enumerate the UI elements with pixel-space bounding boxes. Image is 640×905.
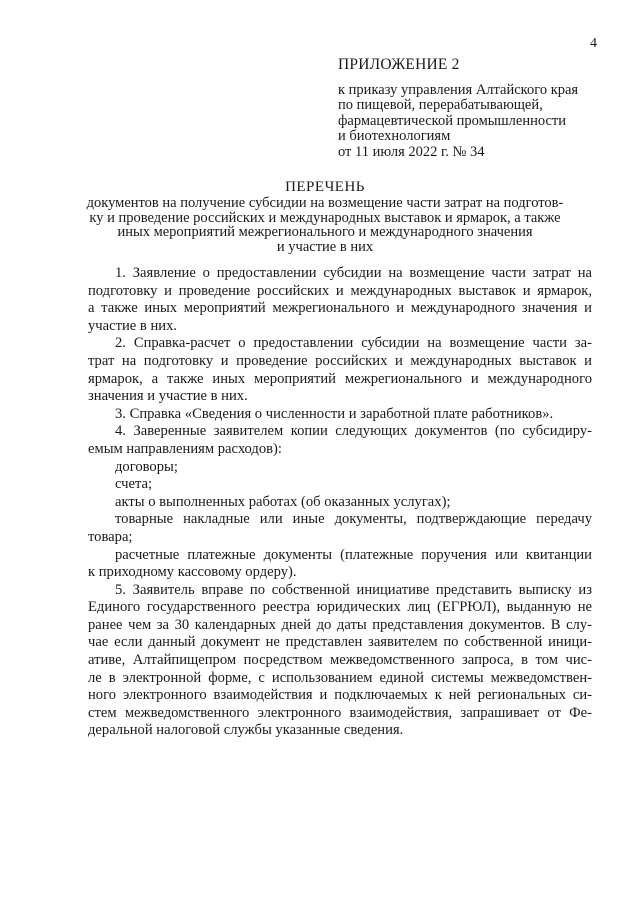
text-line: 2. Справка-расчет о предоставлении субсидии на возмещение части за- [115, 335, 592, 352]
text-line: акты о выполненных работах (об оказанных услугах); [115, 493, 451, 510]
text-line: 5. Заявитель вправе по собственной инициативе представить выписку из [115, 581, 592, 598]
text-line: счета; [115, 476, 153, 493]
subitem-waybills [88, 511, 592, 546]
item-5 [88, 582, 592, 740]
appendix-line: к приказу управления Алтайского края [338, 81, 579, 98]
subitem-contracts [88, 459, 592, 477]
text-line: чае если данный документ не представлен заявителем по собственной иници- [88, 634, 592, 651]
item-1 [88, 265, 592, 335]
appendix-line: фармацевтической промышленности [338, 112, 567, 129]
item-4 [88, 423, 592, 458]
text-line: ного электронного взаимодействия и подключаемых к ней региональных си- [88, 687, 592, 704]
document-body [88, 265, 592, 740]
heading-line: ку и проведение российских и международных выставок и ярмарок, а также [89, 209, 561, 226]
subitem-invoices [88, 476, 592, 494]
text-line: емым направлениям расходов): [88, 440, 282, 457]
appendix-title: ПРИЛОЖЕНИЕ 2 [338, 56, 460, 73]
text-line: расчетные платежные документы (платежные поручения или квитанции [115, 546, 592, 563]
text-line: товарные накладные или иные документы, подтверждающие передачу [115, 511, 592, 528]
appendix-line: по пищевой, перерабатывающей, [338, 97, 543, 113]
heading-line: документов на получение субсидии на возмещение части затрат на подготов- [86, 194, 564, 211]
heading-line: и участие в них [276, 239, 374, 256]
document-heading [60, 180, 590, 255]
text-line: стем межведомственного электронного взаимодействия, запрашивает от Фе- [88, 704, 592, 721]
text-line: подготовку и проведение российских и международных выставок и ярмарок, [88, 282, 592, 299]
subitem-acts [88, 494, 592, 512]
text-line: ярмарок, а также иных мероприятий межрегионального и международного [88, 370, 592, 387]
item-2 [88, 335, 592, 405]
appendix-block [338, 57, 608, 160]
page-number: 4 [590, 36, 597, 51]
text-line: участие в них. [88, 317, 178, 334]
appendix-line: и биотехнологиям [338, 128, 451, 144]
text-line: Единого государственного реестра юридических лиц (ЕГРЮЛ), выданную не [88, 599, 592, 616]
heading-title: ПЕРЕЧЕНЬ [285, 179, 365, 195]
text-line: а также иных мероприятий межрегионального и международного значения и [88, 300, 592, 317]
text-line: 4. Заверенные заявителем копии следующих документов (по субсидиру- [115, 423, 592, 440]
item-3 [88, 406, 592, 424]
text-line: к приходному кассовому ордеру). [88, 564, 297, 581]
text-line: 1. Заявление о предоставлении субсидии на возмещение части затрат на [115, 265, 592, 281]
text-line: ативе, Алтайпищепром посредством межведомственного запроса, в том чис- [88, 652, 592, 669]
subitem-payment-docs [88, 547, 592, 582]
text-line: ранее чем за 30 календарных дней до даты представления документов. В слу- [88, 616, 592, 633]
text-line: трат на подготовку и проведение российских и международных выставок и [88, 352, 592, 369]
text-line: товара; [88, 528, 133, 545]
text-line: значения и участие в них. [88, 388, 248, 405]
text-line: договоры; [115, 458, 178, 475]
text-line: 3. Справка «Сведения о численности и заработной плате работников». [115, 405, 554, 422]
heading-line: иных мероприятий межрегионального и международного значения [117, 224, 533, 241]
text-line: деральной налоговой службы указанные сведения. [88, 722, 404, 739]
text-line: ле в электронной форме, с использованием единой системы межведомствен- [88, 669, 592, 686]
appendix-line: от 11 июля 2022 г. № 34 [338, 143, 485, 160]
